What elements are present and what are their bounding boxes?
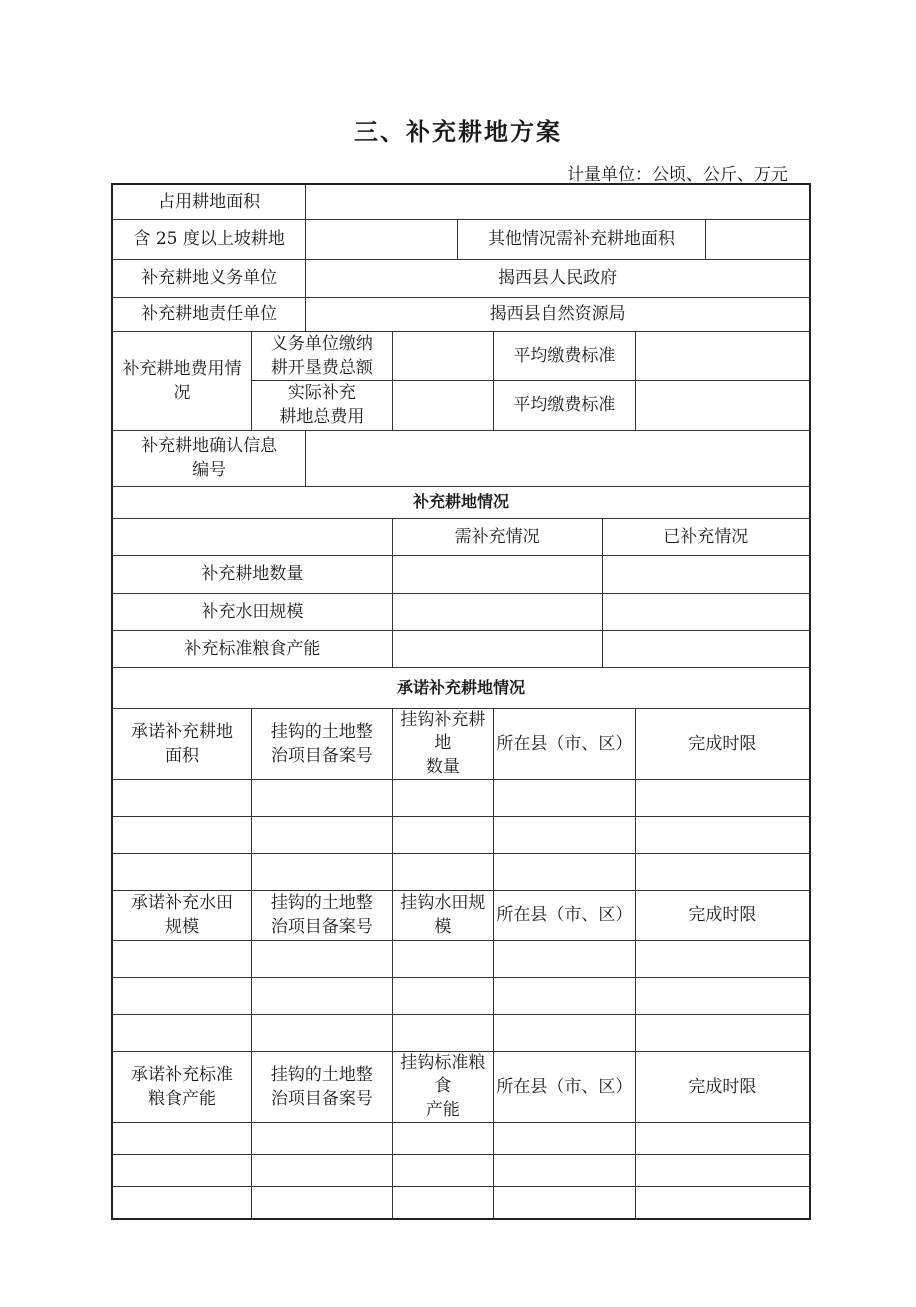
promise-row — [112, 853, 810, 890]
page-title: 三、补充耕地方案 — [354, 118, 562, 146]
supplement-need-cell[interactable] — [392, 555, 602, 593]
value-avg-standard-2[interactable] — [635, 380, 810, 430]
promise-heading: 承诺补充耕地情况 — [112, 667, 810, 708]
promise-cell[interactable] — [494, 1122, 636, 1154]
supplement-item-label: 补充水田规模 — [112, 593, 392, 630]
label-avg-standard-2: 平均缴费标准 — [494, 380, 636, 430]
label-occupied-area: 占用耕地面积 — [112, 184, 306, 219]
promise-h1: 承诺补充耕地 面积 — [112, 708, 252, 779]
value-slope-25[interactable] — [306, 219, 458, 259]
promise-cell[interactable] — [392, 1154, 493, 1186]
supplement-heading: 补充耕地情况 — [112, 486, 810, 518]
label-cost: 补充耕地费用情况 — [112, 331, 252, 430]
promise-h5: 完成时限 — [635, 890, 810, 940]
promise-cell[interactable] — [392, 1186, 493, 1219]
promise-row — [112, 1014, 810, 1051]
promise-cell[interactable] — [112, 1122, 252, 1154]
label-cost-paid — [252, 331, 393, 380]
supplement-corner — [112, 518, 392, 555]
row-promise-group-header — [112, 1051, 810, 1122]
row-supplement-item — [112, 593, 810, 630]
row-obligation-unit — [112, 259, 810, 297]
promise-row — [112, 1122, 810, 1154]
promise-h3: 挂钩水田规模 — [392, 890, 493, 940]
promise-row — [112, 940, 810, 977]
promise-cell[interactable] — [252, 853, 393, 890]
promise-cell[interactable] — [635, 1186, 810, 1219]
promise-cell[interactable] — [112, 1014, 252, 1051]
value-cost-actual[interactable] — [392, 380, 493, 430]
promise-cell[interactable] — [494, 853, 636, 890]
promise-cell[interactable] — [252, 1014, 393, 1051]
row-supplement-item — [112, 630, 810, 667]
promise-cell[interactable] — [494, 779, 636, 816]
promise-h2: 挂钩的土地整 治项目备案号 — [252, 890, 393, 940]
promise-cell[interactable] — [112, 940, 252, 977]
promise-cell[interactable] — [112, 1186, 252, 1219]
row-occupied-area — [112, 184, 810, 219]
supplement-done-cell[interactable] — [602, 555, 810, 593]
cost-actual-line1: 实际补充 — [287, 383, 356, 403]
promise-cell[interactable] — [635, 940, 810, 977]
cost-actual-line2: 耕地总费用 — [279, 407, 365, 427]
promise-cell[interactable] — [635, 1154, 810, 1186]
value-responsible-unit: 揭西县自然资源局 — [306, 297, 810, 331]
row-supplement-item — [112, 555, 810, 593]
row-promise-heading — [112, 667, 810, 708]
row-confirm-info — [112, 430, 810, 486]
row-promise-group-header — [112, 890, 810, 940]
value-cost-paid[interactable] — [392, 331, 493, 380]
cost-paid-line1: 义务单位缴纳 — [270, 333, 373, 354]
promise-cell[interactable] — [635, 816, 810, 853]
label-avg-standard-1: 平均缴费标准 — [494, 331, 636, 380]
promise-cell[interactable] — [494, 1154, 636, 1186]
promise-row — [112, 1154, 810, 1186]
promise-h1: 承诺补充水田 规模 — [112, 890, 252, 940]
label-other-area: 其他情况需补充耕地面积 — [457, 219, 705, 259]
confirm-line1: 补充耕地确认信息 — [141, 436, 278, 456]
supplement-done-cell[interactable] — [602, 630, 810, 667]
label-obligation-unit: 补充耕地义务单位 — [112, 259, 306, 297]
value-confirm-info[interactable] — [306, 430, 810, 486]
promise-cell[interactable] — [112, 853, 252, 890]
promise-cell[interactable] — [392, 853, 493, 890]
promise-cell[interactable] — [252, 1154, 393, 1186]
row-supplement-cols — [112, 518, 810, 555]
promise-h3: 挂钩补充耕地 数量 — [392, 708, 493, 779]
promise-cell[interactable] — [392, 977, 493, 1014]
label-cost-actual — [252, 380, 393, 430]
plan-table-container — [111, 183, 811, 1191]
supplement-need-cell[interactable] — [392, 593, 602, 630]
value-obligation-unit: 揭西县人民政府 — [306, 259, 810, 297]
promise-cell[interactable] — [635, 1122, 810, 1154]
promise-cell[interactable] — [494, 940, 636, 977]
supplement-item-label: 补充耕地数量 — [112, 555, 392, 593]
row-cost-paid — [112, 331, 810, 380]
row-slope-25 — [112, 219, 810, 259]
promise-cell[interactable] — [112, 816, 252, 853]
value-avg-standard-1[interactable] — [635, 331, 810, 380]
row-promise-group-header — [112, 708, 810, 779]
promise-cell[interactable] — [252, 1122, 393, 1154]
promise-cell[interactable] — [635, 853, 810, 890]
promise-h2: 挂钩的土地整 治项目备案号 — [252, 1051, 393, 1122]
promise-h3: 挂钩标准粮食 产能 — [392, 1051, 493, 1122]
label-slope-25: 含 25 度以上坡耕地 — [112, 219, 306, 259]
promise-row — [112, 977, 810, 1014]
promise-cell[interactable] — [252, 1186, 393, 1219]
label-responsible-unit: 补充耕地责任单位 — [112, 297, 306, 331]
promise-cell[interactable] — [494, 1014, 636, 1051]
promise-cell[interactable] — [635, 779, 810, 816]
promise-cell[interactable] — [635, 977, 810, 1014]
promise-h1: 承诺补充标准 粮食产能 — [112, 1051, 252, 1122]
cost-paid-line2: 耕开垦费总额 — [270, 357, 373, 378]
promise-cell[interactable] — [392, 779, 493, 816]
promise-cell[interactable] — [252, 779, 393, 816]
value-occupied-area[interactable] — [306, 184, 810, 219]
col-need: 需补充情况 — [392, 518, 602, 555]
value-other-area[interactable] — [705, 219, 810, 259]
label-confirm-info — [112, 430, 306, 486]
supplement-item-label: 补充标准粮食产能 — [112, 630, 392, 667]
promise-row — [112, 816, 810, 853]
col-done: 已补充情况 — [602, 518, 810, 555]
promise-row — [112, 779, 810, 816]
measurement-unit: 计量单位：公顷、公斤、万元 — [567, 165, 788, 185]
promise-cell[interactable] — [252, 816, 393, 853]
confirm-line2: 编号 — [192, 460, 227, 480]
supplement-plan-table — [111, 183, 811, 1220]
promise-cell[interactable] — [635, 1014, 810, 1051]
promise-cell[interactable] — [494, 1186, 636, 1219]
promise-h4: 所在县（市、区） — [494, 890, 636, 940]
supplement-done-cell[interactable] — [602, 593, 810, 630]
promise-h4: 所在县（市、区） — [494, 708, 636, 779]
promise-cell[interactable] — [112, 779, 252, 816]
promise-cell[interactable] — [494, 977, 636, 1014]
supplement-need-cell[interactable] — [392, 630, 602, 667]
promise-row — [112, 1186, 810, 1219]
promise-cell[interactable] — [392, 1122, 493, 1154]
row-supplement-heading — [112, 486, 810, 518]
promise-h2: 挂钩的土地整 治项目备案号 — [252, 708, 393, 779]
promise-cell[interactable] — [112, 977, 252, 1014]
promise-cell[interactable] — [252, 940, 393, 977]
promise-h4: 所在县（市、区） — [494, 1051, 636, 1122]
promise-cell[interactable] — [112, 1154, 252, 1186]
row-responsible-unit — [112, 297, 810, 331]
promise-cell[interactable] — [392, 816, 493, 853]
promise-h5: 完成时限 — [635, 708, 810, 779]
promise-cell[interactable] — [494, 816, 636, 853]
promise-cell[interactable] — [392, 1014, 493, 1051]
promise-h5: 完成时限 — [635, 1051, 810, 1122]
promise-cell[interactable] — [252, 977, 393, 1014]
promise-cell[interactable] — [392, 940, 493, 977]
